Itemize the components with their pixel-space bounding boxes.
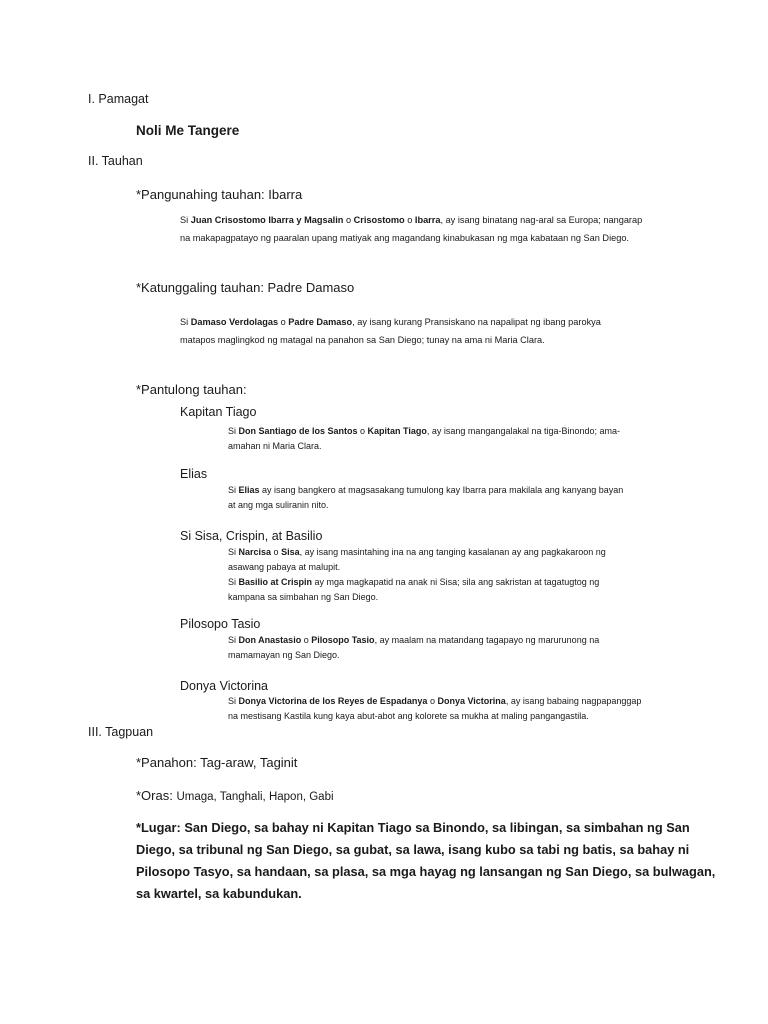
oras-label: *Oras:: [136, 788, 177, 803]
basilio-crispin-desc-line2: kampana sa simbahan ng San Diego.: [228, 592, 379, 602]
sisa-desc-line1: Si Narcisa o Sisa, ay isang masintahing ina na ang tanging kasalanan ay ang pagkakaroon ng: [228, 547, 606, 557]
lugar-line1: *Lugar: San Diego, sa bahay ni Kapitan Tiago sa Binondo, sa libingan, sa simbahan ng San: [136, 820, 690, 835]
victorina-description: [228, 694, 641, 724]
sisa-description: [228, 545, 606, 605]
victorina-desc-line2: na mestisang Kastila kung kaya abut-abot ang kolorete sa mukha at maling pangangastila.: [228, 711, 589, 721]
section-heading-pamagat: I. Pamagat: [88, 92, 149, 106]
ibarra-description: [180, 211, 642, 247]
novel-title: Noli Me Tangere: [136, 123, 240, 138]
pantulong-tauhan-label: *Pantulong tauhan:: [136, 382, 247, 397]
damaso-description: [180, 313, 601, 349]
katunggaling-tauhan-label: *Katunggaling tauhan: Padre Damaso: [136, 280, 355, 295]
lugar-line2: Diego, sa tribunal ng San Diego, sa gubat, sa lawa, isang kubo sa tabi ng batis, sa bahay ni: [136, 842, 690, 857]
sisa-desc-line2: asawang pabaya at malupit.: [228, 562, 341, 572]
character-name-sisa-crispin-basilio: Si Sisa, Crispin, at Basilio: [180, 529, 323, 543]
character-name-donya-victorina: Donya Victorina: [180, 679, 269, 693]
damaso-desc-line2: matapos maglingkod ng matagal na panahon sa San Diego; tunay na ama ni Maria Clara.: [180, 335, 545, 345]
character-name-kapitan-tiago: Kapitan Tiago: [180, 405, 257, 419]
lugar-line4: sa kwartel, sa kabundukan.: [136, 886, 302, 901]
ibarra-desc-line2: na makapagpatayo ng paaralan upang matiyak ang magandang kinabukasan ng mga kabataan ng San Diego.: [180, 233, 629, 243]
kapitan-tiago-description: [228, 424, 620, 454]
kapitan-desc-line1: Si Don Santiago de los Santos o Kapitan Tiago, ay isang mangangalakal na tiga-Binondo; ama-: [228, 426, 621, 436]
victorina-desc-line1: Si Donya Victorina de los Reyes de Espadanya o Donya Victorina, ay isang babaing nagpapanggap: [228, 696, 642, 706]
character-name-elias: Elias: [180, 467, 208, 481]
basilio-crispin-desc-line1: Si Basilio at Crispin ay mga magkapatid na anak ni Sisa; sila ang sakristan at tagatugtog ng: [228, 577, 600, 587]
lugar-line3: Pilosopo Tasyo, sa handaan, sa plasa, sa mga hayag ng lansangan ng San Diego, sa bulwagan,: [136, 864, 716, 879]
damaso-desc-line1: Si Damaso Verdolagas o Padre Damaso, ay isang kurang Pransiskano na napalipat ng ibang parokya: [180, 317, 601, 327]
oras-value: Umaga, Tanghali, Hapon, Gabi: [176, 791, 334, 803]
oras-line: [136, 788, 334, 803]
kapitan-desc-line2: amahan ni Maria Clara.: [228, 441, 322, 451]
section-heading-tauhan: II. Tauhan: [88, 154, 143, 168]
section-heading-tagpuan: III. Tagpuan: [88, 725, 154, 739]
tasio-desc-line2: mamamayan ng San Diego.: [228, 650, 340, 660]
panahon-line: *Panahon: Tag-araw, Taginit: [136, 755, 298, 770]
elias-desc-line2: at ang mga suliranin nito.: [228, 500, 329, 510]
tasio-desc-line1: Si Don Anastasio o Pilosopo Tasio, ay maalam na matandang tagapayo ng marurunong na: [228, 635, 600, 645]
lugar-paragraph: [136, 817, 715, 905]
character-name-pilosopo-tasio: Pilosopo Tasio: [180, 617, 261, 631]
pangunahing-tauhan-label: *Pangunahing tauhan: Ibarra: [136, 187, 303, 202]
ibarra-desc-line1: Si Juan Crisostomo Ibarra y Magsalin o Crisostomo o Ibarra, ay isang binatang nag-aral sa Europa; nangarap: [180, 215, 643, 225]
tasio-description: [228, 633, 599, 663]
elias-desc-line1: Si Elias ay isang bangkero at magsasakang tumulong kay Ibarra para makilala ang kanyang bayan: [228, 485, 624, 495]
elias-description: [228, 483, 623, 513]
